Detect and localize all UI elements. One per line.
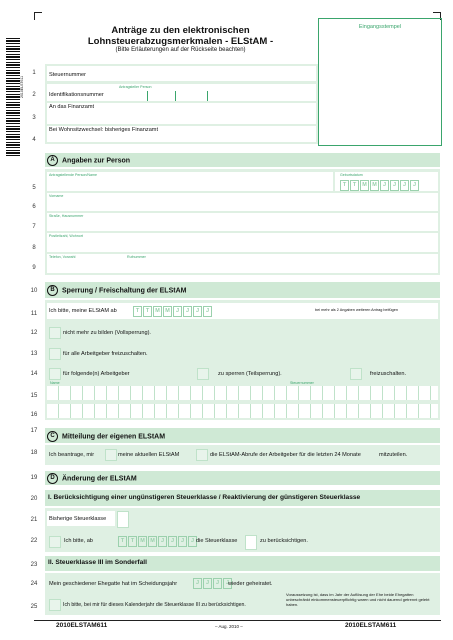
mitteilung-text-d: mitzuteilen. <box>379 452 408 458</box>
abrufe-checkbox[interactable] <box>196 449 208 461</box>
arbeitgeber-row-2[interactable] <box>47 404 438 418</box>
row-number-8: 8 <box>32 245 36 251</box>
id-separator-3 <box>207 91 208 101</box>
stamp-box <box>318 18 442 146</box>
id-number-label: Identifikationsnummer <box>49 92 104 98</box>
section-d-title: Änderung der ELStAM <box>62 475 137 483</box>
steuerklasse-change-text-a: Ich bitte, ab <box>64 538 93 544</box>
section-a-header <box>45 153 440 167</box>
birthdate-mask: T T M M J J J J <box>340 180 420 191</box>
footer-line <box>34 620 441 621</box>
row-number-18: 18 <box>30 450 38 456</box>
section-c-header <box>45 428 440 443</box>
row-number-20: 20 <box>30 496 38 502</box>
freischaltung-all-label: für alle Arbeitgeber freizuschalten. <box>63 351 148 357</box>
row-number-6: 6 <box>32 204 36 210</box>
sperrung-note: bei mehr als 2 Angaben weiteren Antrag beifügen <box>315 308 398 312</box>
mitteilung-text-c: die ELStAM-Abrufe der Arbeitgeber für die letzten 24 Monate <box>210 452 361 458</box>
row-number-25: 25 <box>30 604 38 610</box>
row-number-12: 12 <box>30 330 38 336</box>
id-number-field[interactable] <box>47 84 316 101</box>
row-number-9: 9 <box>32 265 36 271</box>
row-number-23: 23 <box>30 562 38 568</box>
vorname-label: Vorname <box>49 194 64 198</box>
row-number-15: 15 <box>30 393 38 399</box>
steuerklasse-iii-checkbox[interactable] <box>49 599 61 611</box>
sperrung-date-row <box>47 303 438 319</box>
id-separator-2 <box>175 91 176 101</box>
row-number-2: 2 <box>32 92 36 98</box>
section-b-header <box>45 282 440 298</box>
finanzamt-label: An das Finanzamt <box>49 104 95 110</box>
row-number-5: 5 <box>32 185 36 191</box>
mitteilung-text-b: meine aktuellen ELStAM <box>118 452 180 458</box>
vorname-field[interactable] <box>47 193 438 211</box>
scheidungsjahr-text-b: wieder geheiratet. <box>228 581 273 587</box>
crop-mark-top-left-h <box>34 12 42 13</box>
steuerklasse-iii-text: Ich bitte, bei mir für dieses Kalenderjahr die Steuerklasse III zu berücksichtigen. <box>63 602 246 608</box>
aktuelle-elstam-checkbox[interactable] <box>105 449 117 461</box>
old-finanzamt-field[interactable] <box>47 126 316 142</box>
city-field[interactable] <box>47 233 438 252</box>
phone-label: Telefon, Vorwahl <box>49 255 76 259</box>
street-label: Straße, Hausnummer <box>49 214 84 218</box>
birthdate-field[interactable] <box>335 172 438 191</box>
vollsperrung-label: nicht mehr zu bilden (Vollsperrung). <box>63 330 151 336</box>
arbeitgeber-checkbox[interactable] <box>49 368 61 380</box>
section-ii-header <box>45 556 440 571</box>
section-d-header <box>45 471 440 485</box>
section-b-letter: B <box>47 285 58 296</box>
sperrung-date-label: Ich bitte, meine ELStAM ab <box>49 308 117 314</box>
section-a-title: Angaben zur Person <box>62 157 131 165</box>
row-number-10: 10 <box>30 288 38 294</box>
form-title-line2: Lohnsteuerabzugsmerkmalen - ELStAM - <box>87 36 274 47</box>
form-subtitle: (Bitte Erläuterungen auf der Rückseite beachten) <box>115 47 246 53</box>
arbeitgeber-row-1[interactable] <box>47 386 438 400</box>
name-field[interactable] <box>47 172 333 191</box>
bisherige-steuerklasse-label: Bisherige Steuerklasse <box>49 516 107 522</box>
arbeitgeber-name-label: Name <box>50 381 60 385</box>
steuerklasse-change-checkbox[interactable] <box>49 536 61 548</box>
section-b-title: Sperrung / Freischaltung der ELStAM <box>62 287 187 295</box>
row-number-22: 22 <box>30 538 38 544</box>
mitteilung-text-a: Ich beantrage, mir <box>49 452 95 458</box>
city-label: Postleitzahl, Wohnort <box>49 234 83 238</box>
steuerklasse-date-mask[interactable]: T T M M J J J J <box>118 536 198 547</box>
freischaltung-all-checkbox[interactable] <box>49 348 61 360</box>
row-number-16: 16 <box>30 412 38 418</box>
freischalten-checkbox[interactable] <box>350 368 362 380</box>
new-steuerklasse-input[interactable] <box>245 535 257 550</box>
steuernummer-label: Steuernummer <box>49 72 86 78</box>
freischalten-label: freizuschalten. <box>370 371 407 377</box>
row-number-13: 13 <box>30 351 38 357</box>
voraussetzung-note: Voraussetzung ist, dass im Jahr der Auflösung der Ehe beide Ehegatten unbeschränkt einkommensteuerpflichtig waren und nicht dauernd getrennt gelebt haben. <box>286 592 430 607</box>
section-c-letter: C <box>47 431 58 442</box>
rufnummer-label: Rufnummer <box>127 255 146 259</box>
steuerklasse-change-text-b: die Steuerklasse <box>196 538 238 544</box>
old-finanzamt-label: Bei Wohnsitzwechsel: bisheriges Finanzamt <box>49 127 159 133</box>
scheidungsjahr-text: Mein geschiedener Ehegatte hat im Scheidungsjahr <box>49 581 178 587</box>
stamp-label: Eingangsstempel <box>358 24 402 30</box>
row-number-17: 17 <box>30 428 38 434</box>
row-number-24: 24 <box>30 581 38 587</box>
birthdate-label: Geburtsdatum <box>340 173 363 177</box>
section-i-header <box>45 490 440 506</box>
row-number-4: 4 <box>32 137 36 143</box>
footer-code-left: 2010ELSTAM611 <box>56 622 108 629</box>
section-c-title: Mitteilung der eigenen ELStAM <box>62 433 166 441</box>
id-number-hint: Antragsteller Person <box>119 85 152 89</box>
sperrung-date-mask[interactable]: T T M M J J J J <box>133 306 213 317</box>
barcode <box>6 38 20 158</box>
row-number-3: 3 <box>32 115 36 121</box>
teilsperrung-label: zu sperren (Teilsperrung). <box>218 371 282 377</box>
row-number-11: 11 <box>30 311 38 317</box>
footer-center: – Aug. 2010 – <box>215 624 243 629</box>
row-number-19: 19 <box>30 475 38 481</box>
row-number-21: 21 <box>30 517 38 523</box>
arbeitgeber-label: für folgende(n) Arbeitgeber <box>63 371 130 377</box>
arbeitgeber-steuernummer-label: Steuernummer <box>290 381 314 385</box>
id-separator-1 <box>147 91 148 101</box>
steuernummer-field[interactable] <box>47 66 316 81</box>
form-title-line1: Anträge zu den elektronischen <box>111 25 250 36</box>
row-number-14: 14 <box>30 371 38 377</box>
bisherige-steuerklasse-input[interactable] <box>117 511 129 528</box>
phone-field[interactable] <box>47 254 438 273</box>
footer-code-right: 2010ELSTAM611 <box>345 622 397 629</box>
row-number-1: 1 <box>32 70 36 76</box>
crop-mark-top-right-h <box>433 12 441 13</box>
row-number-7: 7 <box>32 224 36 230</box>
finanzamt-field[interactable] <box>47 103 316 124</box>
barcode-text: 2010ELST611 <box>20 75 24 98</box>
section-d-letter: D <box>47 473 58 484</box>
steuerklasse-change-text-c: zu berücksichtigen. <box>260 538 308 544</box>
crop-mark-top-left <box>34 12 35 20</box>
title-block <box>45 18 316 64</box>
section-ii-title: II. Steuerklasse III im Sonderfall <box>48 559 147 566</box>
bisherige-steuerklasse-row <box>47 511 115 526</box>
section-a-letter: A <box>47 155 58 166</box>
teilsperrung-checkbox[interactable] <box>197 368 209 380</box>
name-label: Antragstellende Person/Name <box>49 173 97 177</box>
scheidungsjahr-mask[interactable]: J J J J <box>193 578 233 589</box>
vollsperrung-checkbox[interactable] <box>49 327 61 339</box>
street-field[interactable] <box>47 213 438 231</box>
section-i-title: I. Berücksichtigung einer ungünstigeren Steuerklasse / Reaktivierung der günstigeren Steuerklasse <box>48 494 361 501</box>
